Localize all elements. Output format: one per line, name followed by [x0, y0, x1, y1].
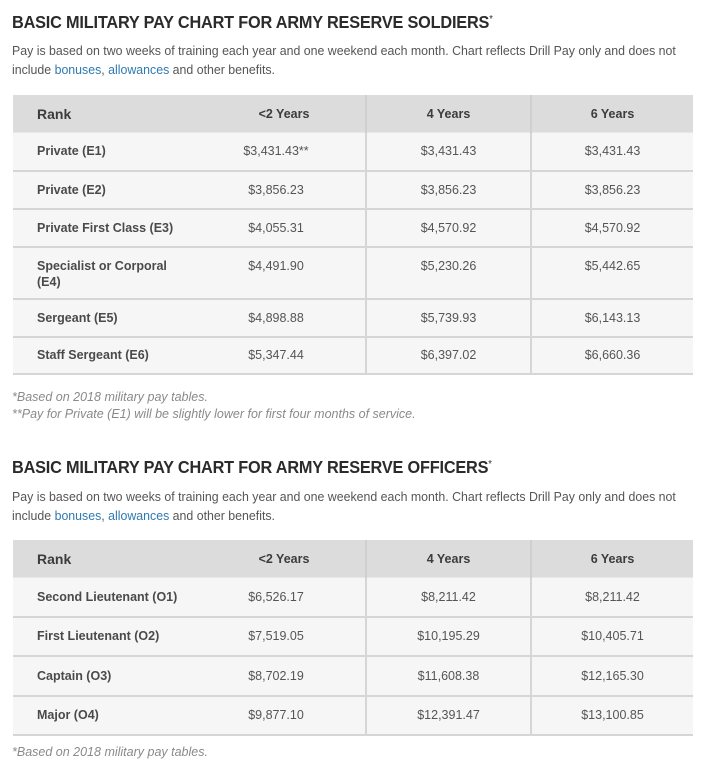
- pay-4-years-cell: $4,570.92: [366, 209, 531, 247]
- pay-value: $6,526.17: [248, 589, 304, 604]
- table-header-row: [13, 95, 693, 133]
- intro-text-end: and other benefits.: [169, 62, 276, 77]
- table-header-row: [13, 540, 693, 578]
- officers-title: [12, 457, 492, 478]
- table-row: [13, 617, 693, 656]
- title-asterisk: *: [488, 459, 492, 470]
- table-row: [13, 696, 693, 735]
- table-row: [13, 171, 693, 209]
- officers-title-text: BASIC MILITARY PAY CHART FOR ARMY RESERVE OFFICERS: [12, 457, 489, 477]
- table-row: [13, 299, 693, 337]
- pay-value: $8,702.19: [248, 668, 304, 683]
- column-header-rank: Rank: [13, 95, 203, 133]
- allowances-link[interactable]: allowances: [108, 62, 170, 77]
- table-row: [13, 656, 693, 696]
- column-header-6-years: 6 Years: [531, 95, 693, 133]
- rank-cell: Major (O4): [13, 696, 203, 735]
- rank-cell: Second Lieutenant (O1): [13, 578, 203, 617]
- column-header-6-years: 6 Years: [531, 540, 693, 578]
- rank-cell: Sergeant (E5): [13, 299, 203, 337]
- pay-under-2-years-cell: [203, 299, 366, 337]
- pay-under-2-years-cell: [203, 209, 366, 247]
- pay-under-2-years-cell: [203, 337, 366, 374]
- title-asterisk: *: [489, 14, 493, 25]
- pay-4-years-cell: $8,211.42: [366, 578, 531, 617]
- table-row: [13, 578, 693, 617]
- bonuses-link[interactable]: bonuses: [54, 508, 102, 523]
- pay-4-years-cell: $12,391.47: [366, 696, 531, 735]
- bonuses-link[interactable]: bonuses: [54, 62, 102, 77]
- table-row: [13, 133, 693, 171]
- pay-6-years-cell: $5,442.65: [531, 247, 693, 299]
- soldiers-footnote-2: **Pay for Private (E1) will be slightly lower for first four months of service.: [12, 407, 416, 421]
- pay-4-years-cell: $5,230.26: [366, 247, 531, 299]
- pay-6-years-cell: $10,405.71: [531, 617, 693, 656]
- pay-4-years-cell: $11,608.38: [366, 656, 531, 696]
- intro-text: Pay is based on two weeks of training each year and one weekend each month. Chart reflects Drill Pay only and does not include: [12, 43, 676, 77]
- intro-text: Pay is based on two weeks of training each year and one weekend each month. Chart reflects Drill Pay only and does not include: [12, 489, 676, 523]
- column-header-4-years: 4 Years: [366, 540, 531, 578]
- soldiers-footnote-1: *Based on 2018 military pay tables.: [12, 390, 208, 404]
- rank-cell: First Lieutenant (O2): [13, 617, 203, 656]
- officers-footnote-1: *Based on 2018 military pay tables.: [12, 745, 208, 759]
- pay-6-years-cell: $4,570.92: [531, 209, 693, 247]
- allowances-link[interactable]: allowances: [108, 508, 170, 523]
- pay-4-years-cell: $3,431.43: [366, 133, 531, 171]
- officers-intro: [12, 487, 677, 525]
- pay-value: $7,519.05: [248, 629, 304, 643]
- table-row: [13, 337, 693, 374]
- pay-value: $3,431.43**: [243, 144, 309, 159]
- soldiers-pay-table: [13, 95, 693, 375]
- pay-4-years-cell: $5,739.93: [366, 299, 531, 337]
- pay-value: $4,055.31: [248, 220, 304, 235]
- rank-cell: Captain (O3): [13, 656, 203, 696]
- table-row: [13, 247, 693, 299]
- pay-6-years-cell: $8,211.42: [531, 578, 693, 617]
- column-header-under-2-years: <2 Years: [203, 540, 366, 578]
- pay-under-2-years-cell: [203, 133, 366, 171]
- pay-6-years-cell: $6,143.13: [531, 299, 693, 337]
- pay-4-years-cell: $10,195.29: [366, 617, 531, 656]
- rank-cell: Private (E2): [13, 171, 203, 209]
- soldiers-title-text: BASIC MILITARY PAY CHART FOR ARMY RESERVE SOLDIERS: [12, 12, 490, 32]
- pay-6-years-cell: $6,660.36: [531, 337, 693, 374]
- pay-value: $3,856.23: [248, 182, 304, 197]
- pay-6-years-cell: $12,165.30: [531, 656, 693, 696]
- rank-cell: Staff Sergeant (E6): [13, 337, 203, 374]
- column-header-4-years: 4 Years: [366, 95, 531, 133]
- pay-4-years-cell: $3,856.23: [366, 171, 531, 209]
- rank-cell: Private (E1): [13, 133, 203, 171]
- pay-under-2-years-cell: [203, 656, 366, 696]
- intro-separator: ,: [101, 62, 109, 77]
- pay-value: $4,491.90: [248, 258, 304, 273]
- pay-under-2-years-cell: [203, 578, 366, 617]
- pay-under-2-years-cell: [203, 171, 366, 209]
- soldiers-title: [12, 12, 493, 33]
- pay-6-years-cell: $3,856.23: [531, 171, 693, 209]
- pay-under-2-years-cell: [203, 247, 366, 299]
- table-row: [13, 209, 693, 247]
- rank-cell: Specialist or Corporal (E4): [13, 247, 203, 299]
- intro-separator: ,: [101, 508, 109, 523]
- pay-4-years-cell: $6,397.02: [366, 337, 531, 374]
- rank-cell: Private First Class (E3): [13, 209, 203, 247]
- pay-6-years-cell: $3,431.43: [531, 133, 693, 171]
- soldiers-intro: [12, 41, 677, 79]
- intro-text-end: and other benefits.: [169, 508, 276, 523]
- officers-pay-table: [13, 540, 693, 736]
- pay-value: $9,877.10: [248, 708, 304, 722]
- column-header-under-2-years: <2 Years: [203, 95, 366, 133]
- pay-value: $5,347.44: [248, 348, 304, 362]
- pay-under-2-years-cell: [203, 617, 366, 656]
- pay-6-years-cell: $13,100.85: [531, 696, 693, 735]
- pay-value: $4,898.88: [248, 310, 304, 325]
- pay-under-2-years-cell: [203, 696, 366, 735]
- column-header-rank: Rank: [13, 540, 203, 578]
